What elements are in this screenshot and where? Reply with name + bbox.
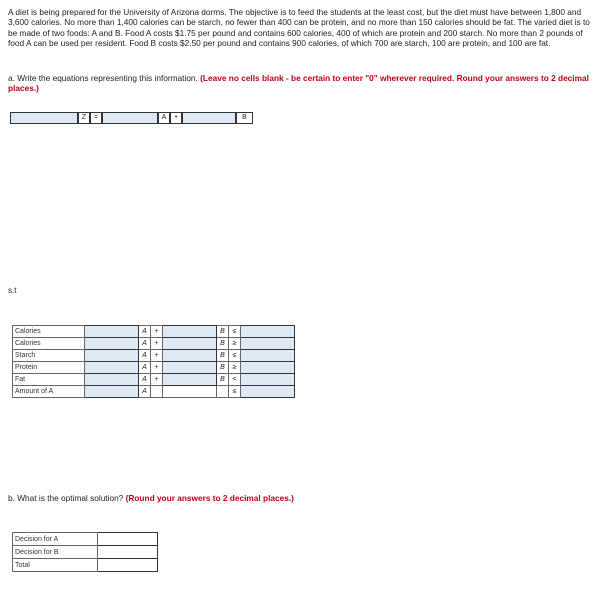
b-label: B: [236, 112, 253, 124]
coef-b-input[interactable]: [163, 350, 217, 362]
constraint-label: Calories: [13, 338, 85, 350]
coef-a-input[interactable]: [85, 386, 139, 398]
a-label: A: [158, 112, 170, 124]
constraint-row: [13, 362, 295, 374]
plus-sign: +: [151, 350, 163, 362]
subject-to-label: s.t: [8, 286, 17, 295]
inequality-sign: ≤: [229, 326, 241, 338]
plus-sign: +: [170, 112, 182, 124]
plus-sign: +: [151, 362, 163, 374]
part-b-question: [8, 493, 294, 503]
inequality-sign: <: [229, 374, 241, 386]
part-b-instruction: (Round your answers to 2 decimal places.): [125, 493, 294, 503]
part-a-question: [8, 73, 598, 94]
coef-b-input[interactable]: [163, 374, 217, 386]
b-label: B: [217, 350, 229, 362]
inequality-sign: ≥: [229, 338, 241, 350]
solution-label: Decision for A: [13, 533, 98, 546]
coef-b-input[interactable]: [163, 326, 217, 338]
a-label: A: [139, 362, 151, 374]
inequality-sign: ≤: [229, 386, 241, 398]
constraint-row: [13, 386, 295, 398]
problem-text: A diet is being prepared for the University of Arizona dorms. The objective is to feed the students at the least cost, but the diet must have between 1,800 and 3,600 calories. No more than 1,400 calories can be starch, no fewer than 400 can be protein, and no more than 150 calories should be fat. The varied diet is to be made of two foods: A and B. Food A costs $1.75 per pound and contains 600 calories, 400 of which are protein and 200 starch. No more than 2 pounds of food A can be used per resident. Food B costs $2.50 per pound and contains 900 calories, of which 700 are starch, 100 are protein, and 100 are fat.: [8, 7, 590, 49]
rhs-input[interactable]: [241, 338, 295, 350]
plus-sign: +: [151, 374, 163, 386]
objective-row: [10, 112, 253, 124]
constraint-row: [13, 338, 295, 350]
a-label: A: [139, 386, 151, 398]
coef-a-input[interactable]: [102, 112, 158, 124]
a-label: A: [139, 338, 151, 350]
b-label: B: [217, 362, 229, 374]
plus-sign: +: [151, 326, 163, 338]
plus-sign: [151, 386, 163, 398]
decision-a-input[interactable]: [98, 533, 158, 546]
a-label: A: [139, 326, 151, 338]
part-b-question-text: b. What is the optimal solution?: [8, 493, 124, 503]
empty-cell: [163, 386, 217, 398]
solution-row: [13, 546, 158, 559]
a-label: A: [139, 350, 151, 362]
constraint-label: Protein: [13, 362, 85, 374]
coef-b-input[interactable]: [163, 362, 217, 374]
inequality-sign: ≤: [229, 350, 241, 362]
coef-a-input[interactable]: [85, 374, 139, 386]
constraint-label: Calories: [13, 326, 85, 338]
total-input[interactable]: [98, 559, 158, 572]
rhs-input[interactable]: [241, 386, 295, 398]
rhs-input[interactable]: [241, 362, 295, 374]
plus-sign: +: [151, 338, 163, 350]
coef-a-input[interactable]: [85, 362, 139, 374]
coef-b-input[interactable]: [163, 338, 217, 350]
solution-row: [13, 559, 158, 572]
a-label: A: [139, 374, 151, 386]
solution-label: Total: [13, 559, 98, 572]
inequality-sign: ≥: [229, 362, 241, 374]
solution-label: Decision for B: [13, 546, 98, 559]
coef-a-input[interactable]: [85, 350, 139, 362]
constraints-table: [12, 325, 295, 398]
rhs-input[interactable]: [241, 374, 295, 386]
z-label: Z: [78, 112, 90, 124]
solution-table: [12, 532, 158, 572]
constraint-label: Starch: [13, 350, 85, 362]
rhs-input[interactable]: [241, 350, 295, 362]
coef-b-input[interactable]: [182, 112, 236, 124]
part-a-instruction: (Leave no cells blank - be certain to enter "0" wherever required. Round your answers to 2 decimal places.): [8, 73, 589, 94]
constraint-label: Amount of A: [13, 386, 85, 398]
constraint-row: [13, 350, 295, 362]
constraint-row: [13, 326, 295, 338]
b-label: [217, 386, 229, 398]
part-a-question-text: a. Write the equations representing this information.: [8, 73, 198, 83]
rhs-input[interactable]: [241, 326, 295, 338]
b-label: B: [217, 326, 229, 338]
constraint-label: Fat: [13, 374, 85, 386]
coef-a-input[interactable]: [85, 338, 139, 350]
b-label: B: [217, 338, 229, 350]
constraint-row: [13, 374, 295, 386]
solution-row: [13, 533, 158, 546]
objective-type-dropdown[interactable]: [10, 112, 78, 124]
coef-a-input[interactable]: [85, 326, 139, 338]
equals-sign: =: [90, 112, 102, 124]
decision-b-input[interactable]: [98, 546, 158, 559]
b-label: B: [217, 374, 229, 386]
